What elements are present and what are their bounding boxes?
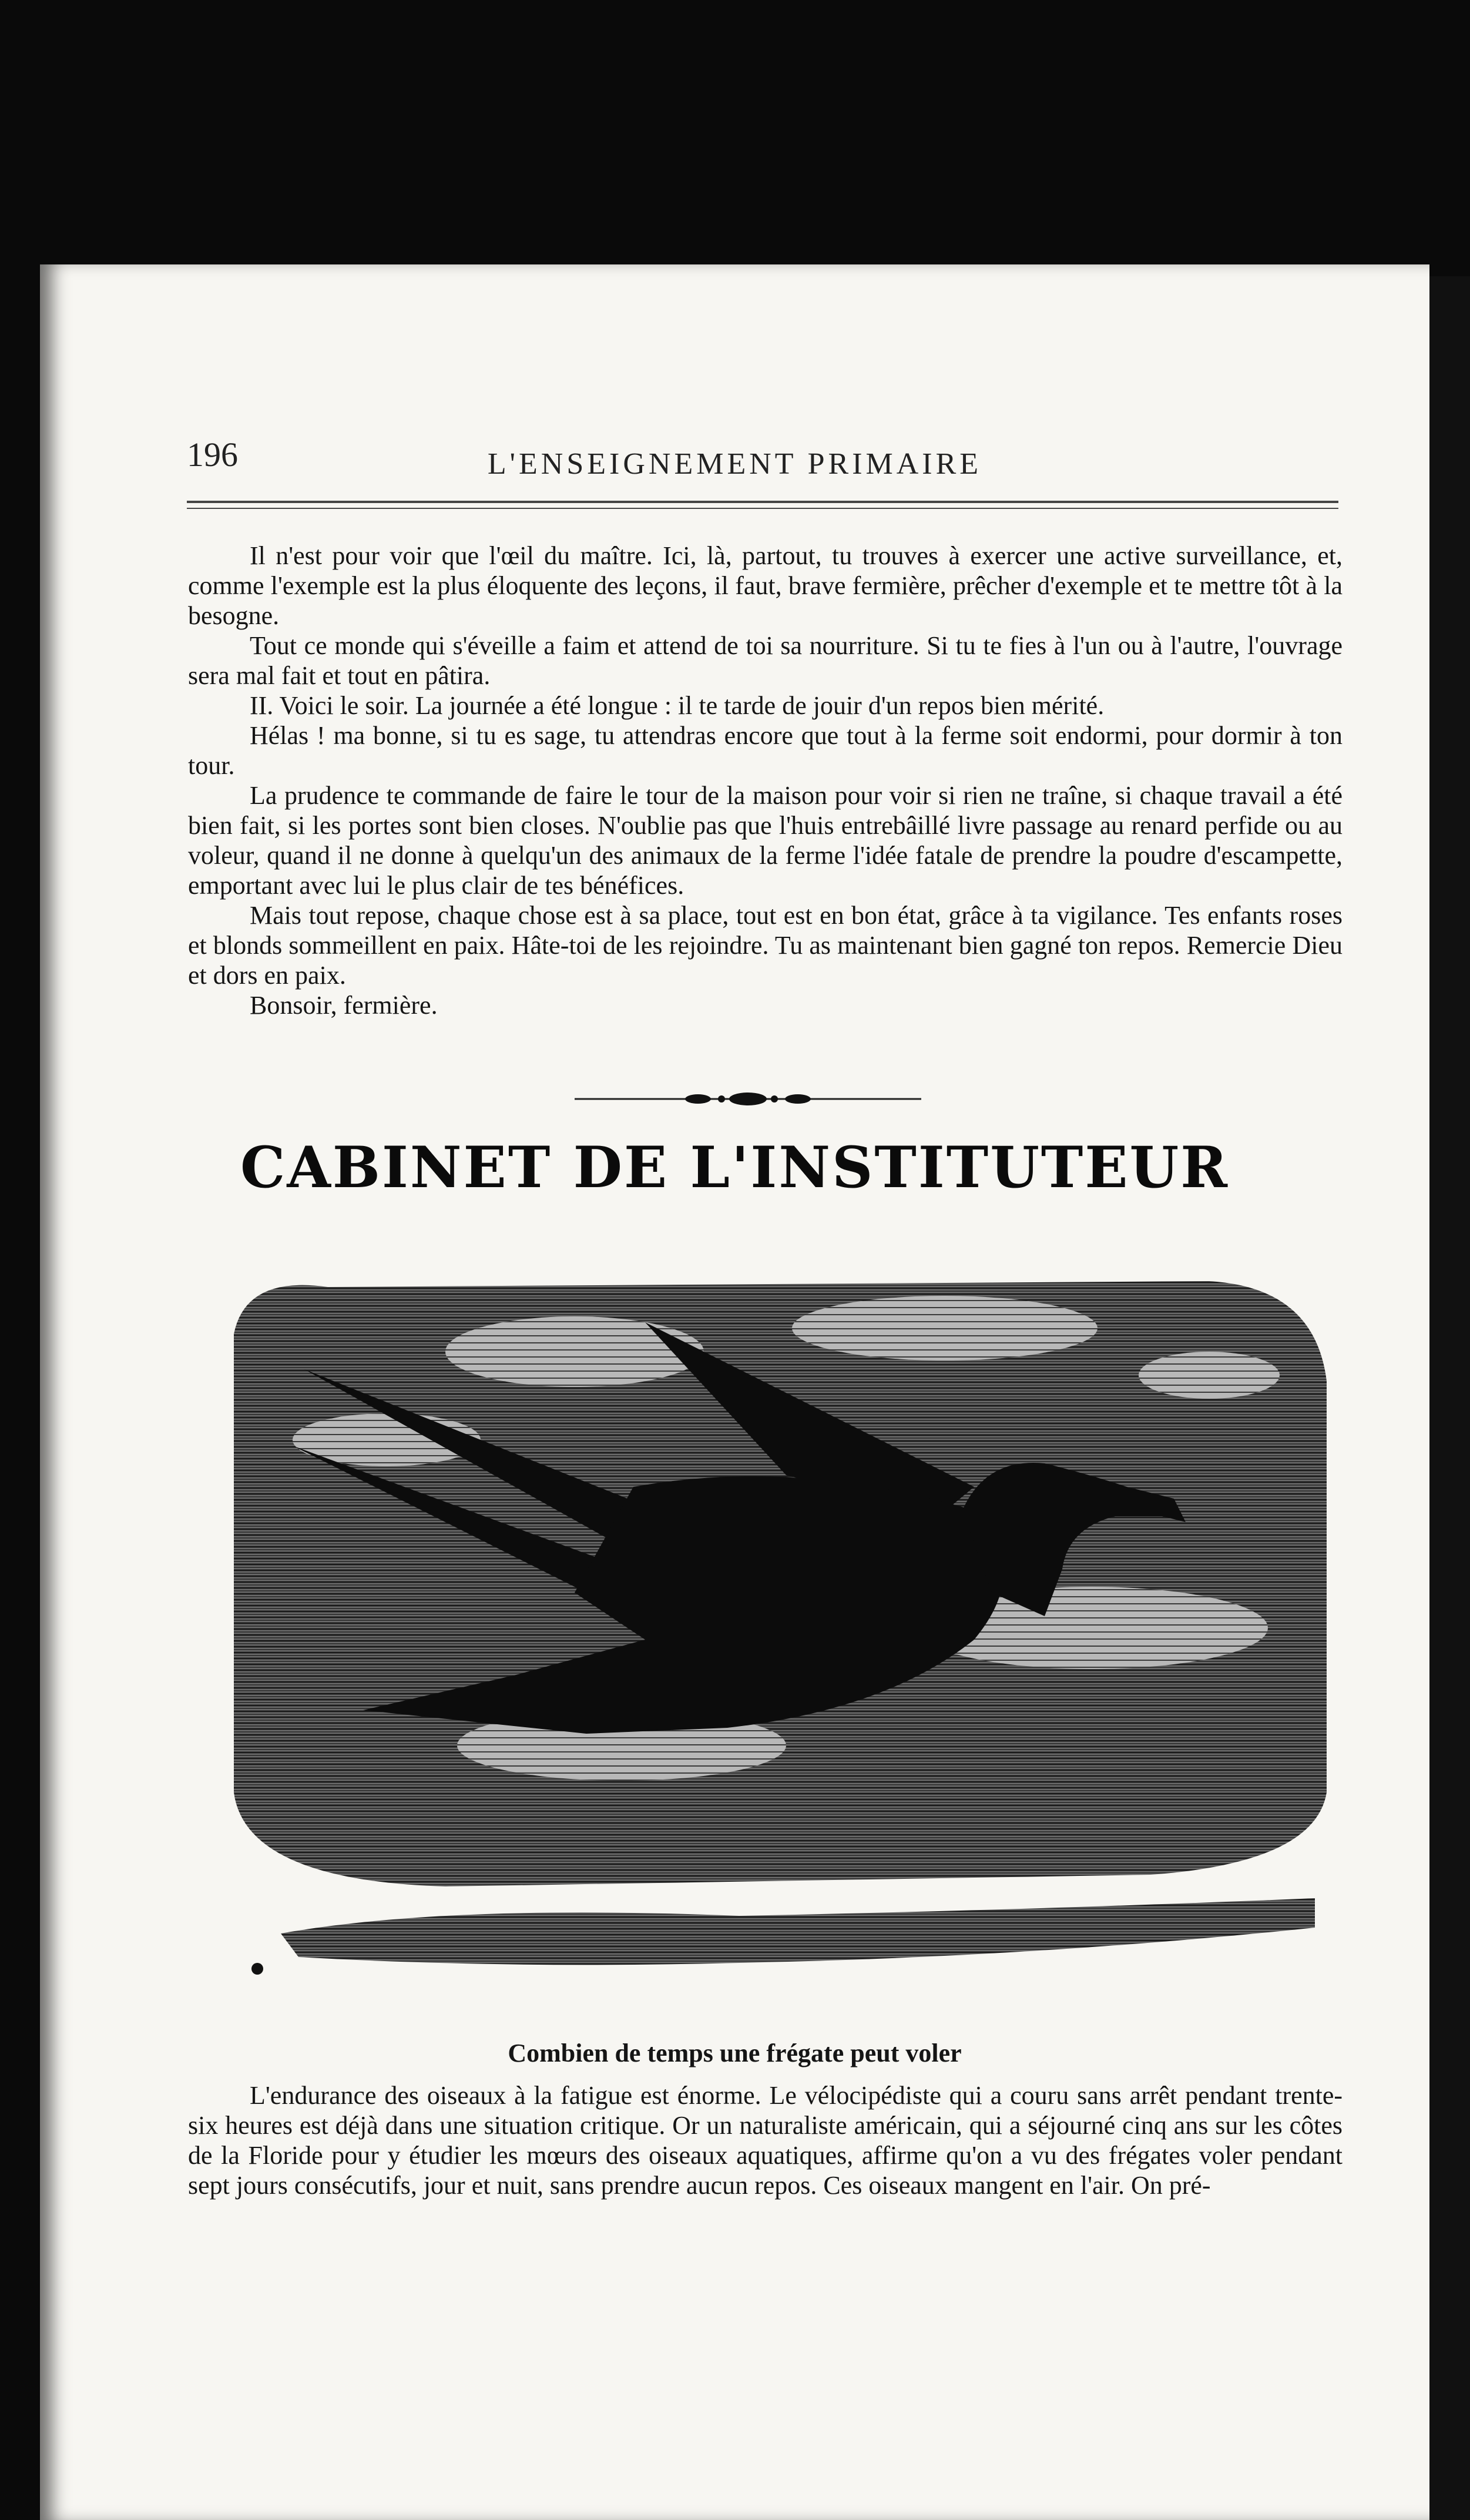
adjacent-page-edge — [1429, 276, 1470, 2520]
running-title: L'ENSEIGNEMENT PRIMAIRE — [487, 447, 982, 481]
page-number: 196 — [187, 435, 238, 474]
lower-text-block — [188, 2080, 1343, 2200]
ornament-divider — [40, 1087, 1429, 1111]
page-header — [40, 435, 1429, 482]
header-rule — [187, 501, 1338, 503]
paragraph: Hélas ! ma bonne, si tu es sage, tu attendras encore que tout à la ferme soit endormi, pour dormir à ton tour. — [188, 721, 1343, 780]
header-rule-thin — [187, 508, 1338, 509]
paragraph: L'endurance des oiseaux à la fatigue est énorme. Le vélocipédiste qui a couru sans arrêt pendant trente-six heures est déjà dans une situation critique. Or un naturaliste américain, qui a séjourné cinq ans sur les côtes de la Floride pour y étudier les mœurs des oiseaux aquatiques, affirme qu'on a vu des frégates voler pendant sept jours consécutifs, jour et nuit, sans prendre aucun repos. Ces oiseaux mangent en l'air. On pré- — [188, 2081, 1343, 2200]
closing-line: Bonsoir, fermière. — [250, 991, 438, 1020]
paragraph: La prudence te commande de faire le tour de la maison pour voir si rien ne traîne, si chaque travail a été bien fait, si les portes sont bien closes. N'oublie pas que l'huis entrebâillé livre passage au renard perfide ou au voleur, quand il ne donne à quelqu'un des animaux de la ferme l'idée fatale de prendre la poudre d'escampette, emportant avec lui le plus clair de tes bénéfices. — [188, 781, 1343, 900]
paragraph: Il n'est pour voir que l'œil du maître. Ici, là, partout, tu trouves à exercer une active surveillance, et, comme l'exemple est la plus éloquente des leçons, il faut, brave fermière, prêcher d'exemple et te mettre tôt à la besogne. — [188, 541, 1343, 630]
frigate-bird-engraving — [210, 1264, 1353, 2004]
paragraph: II. Voici le soir. La journée a été longue : il te tarde de jouir d'un repos bien mérité. — [250, 691, 1105, 720]
figure-caption: Combien de temps une frégate peut voler — [508, 2039, 962, 2067]
paragraph: Tout ce monde qui s'éveille a faim et attend de toi sa nourriture. Si tu te fies à l'un ou à l'autre, l'ouvrage sera mal fait et tout en pâtira. — [188, 631, 1343, 690]
book-page — [40, 264, 1429, 2520]
paragraph: Mais tout repose, chaque chose est à sa place, tout est en bon état, grâce à ta vigilance. Tes enfants roses et blonds sommeillent en paix. Hâte-toi de les rejoindre. Tu as maintenant bien gagné ton repos. Remercie Dieu et dors en paix. — [188, 901, 1343, 990]
upper-text-block — [188, 541, 1343, 1020]
section-title: CABINET DE L'INSTITUTEUR — [240, 1134, 1230, 1201]
